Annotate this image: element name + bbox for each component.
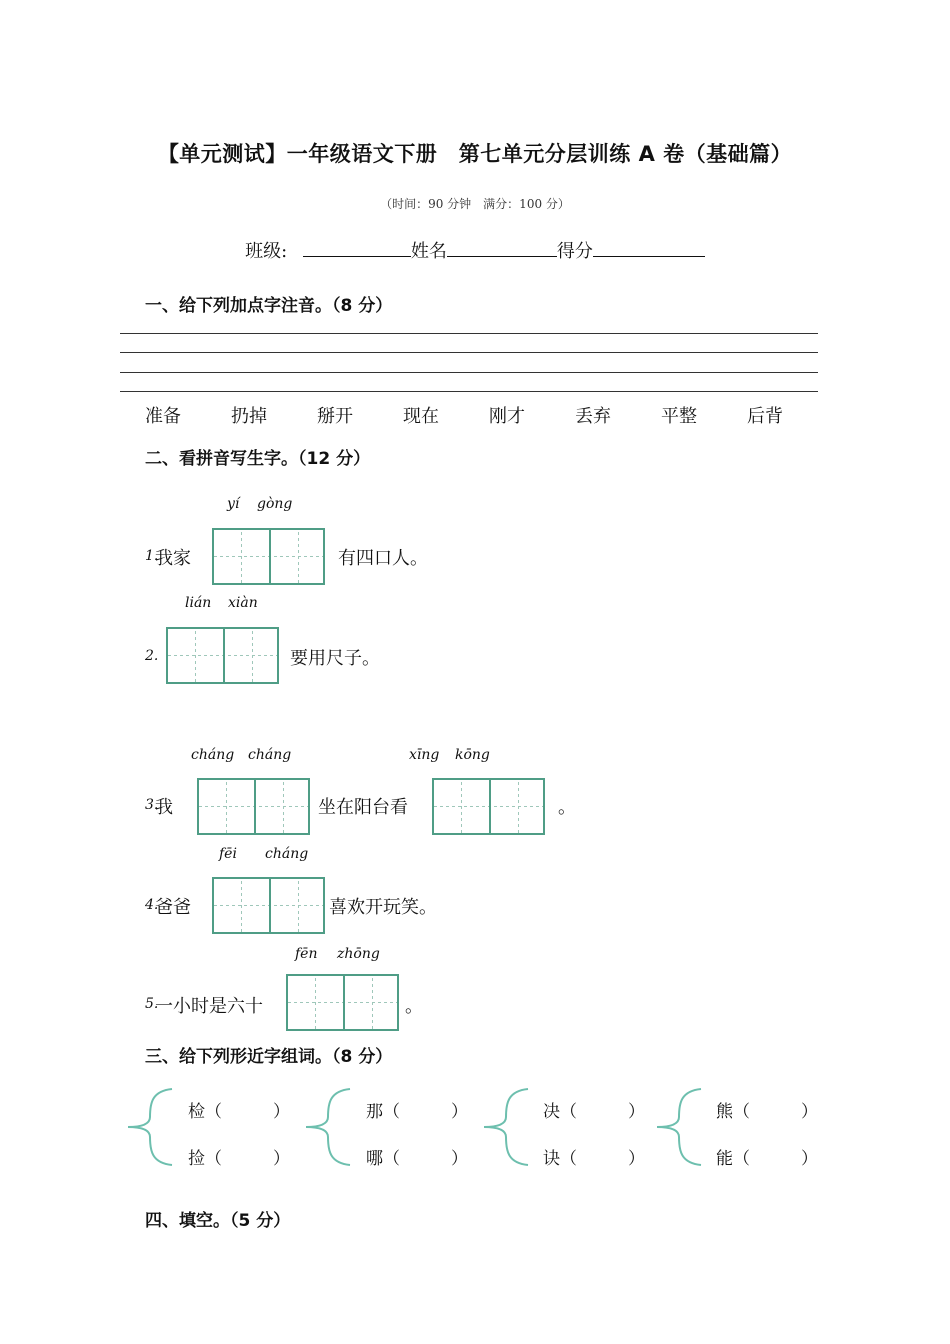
word-item: 掰开	[317, 406, 353, 427]
question-text: 。	[405, 996, 423, 1017]
name-label: 姓名	[410, 241, 447, 262]
pinyin-hint: fēi	[219, 846, 237, 862]
pinyin-hint: fēn	[295, 946, 318, 962]
question-text: 爸爸	[155, 897, 191, 918]
score-blank[interactable]	[593, 238, 705, 257]
pinyin-hint: yí	[227, 496, 240, 512]
score-label: 得分	[556, 241, 593, 262]
pinyin-hint: xīng	[409, 747, 440, 763]
word-group-blank[interactable]: 能（ ）	[716, 1149, 818, 1169]
question-text: 有四口人。	[338, 548, 428, 569]
question-text: 。	[558, 797, 576, 818]
word-item: 丢弃	[575, 406, 611, 427]
curly-brace-icon	[124, 1087, 174, 1167]
pinyin-hint: kōng	[455, 747, 490, 763]
pinyin-hint: xiàn	[228, 595, 258, 611]
question-text: 一小时是六十	[155, 996, 263, 1017]
word-item: 现在	[403, 406, 439, 427]
class-blank[interactable]	[303, 238, 411, 257]
question-number: 3.	[145, 797, 159, 813]
word-group-blank[interactable]: 决（ ）	[543, 1102, 645, 1122]
question-number: 2.	[145, 648, 159, 664]
word-group-blank[interactable]: 哪（ ）	[366, 1149, 468, 1169]
question-text: 我家	[155, 548, 191, 569]
pinyin-ruled-line	[120, 391, 818, 392]
word-group-blank[interactable]: 熊（ ）	[716, 1102, 818, 1122]
section4-title: 四、填空。（5 分）	[145, 1211, 291, 1231]
question-number: 4.	[145, 897, 159, 913]
tianzige-answer-box[interactable]	[212, 877, 325, 934]
word-group-blank[interactable]: 捡（ ）	[188, 1149, 290, 1169]
word-item: 后背	[747, 406, 783, 427]
curly-brace-icon	[480, 1087, 530, 1167]
tianzige-answer-box[interactable]	[286, 974, 399, 1031]
question-number: 5.	[145, 996, 159, 1012]
class-label: 班级:	[245, 241, 288, 262]
tianzige-answer-box[interactable]	[212, 528, 325, 585]
word-item: 扔掉	[231, 406, 267, 427]
tianzige-answer-box[interactable]	[432, 778, 545, 835]
question-text: 我	[155, 797, 173, 818]
word-item: 准备	[145, 406, 181, 427]
question-text: 要用尺子。	[290, 648, 380, 669]
pinyin-hint: gòng	[257, 496, 293, 512]
exam-subtitle: （时间：90 分钟 满分：100 分）	[380, 197, 570, 211]
pinyin-ruled-line	[120, 352, 818, 353]
section1-title: 一、给下列加点字注音。（8 分）	[145, 296, 393, 316]
pinyin-hint: cháng	[248, 747, 292, 763]
name-blank[interactable]	[447, 238, 557, 257]
word-item: 平整	[661, 406, 697, 427]
curly-brace-icon	[653, 1087, 703, 1167]
student-info-line	[0, 237, 950, 263]
tianzige-answer-box[interactable]	[197, 778, 310, 835]
question-number: 1.	[145, 548, 159, 564]
word-group-blank[interactable]: 检（ ）	[188, 1102, 290, 1122]
word-group-blank[interactable]: 那（ ）	[366, 1102, 468, 1122]
question-text: 喜欢开玩笑。	[329, 897, 437, 918]
pinyin-ruled-line	[120, 333, 818, 334]
section3-title: 三、给下列形近字组词。（8 分）	[145, 1047, 393, 1067]
page-title: 【单元测试】一年级语文下册 第七单元分层训练 A 卷（基础篇）	[157, 142, 793, 166]
pinyin-hint: cháng	[191, 747, 235, 763]
question-text: 坐在阳台看	[318, 797, 408, 818]
word-item: 刚才	[489, 406, 525, 427]
pinyin-ruled-line	[120, 372, 818, 373]
section2-title: 二、看拼音写生字。（12 分）	[145, 449, 371, 469]
curly-brace-icon	[302, 1087, 352, 1167]
pinyin-hint: cháng	[265, 846, 309, 862]
word-group-blank[interactable]: 诀（ ）	[543, 1149, 645, 1169]
pinyin-hint: zhōng	[337, 946, 380, 962]
tianzige-answer-box[interactable]	[166, 627, 279, 684]
pinyin-hint: lián	[185, 595, 212, 611]
